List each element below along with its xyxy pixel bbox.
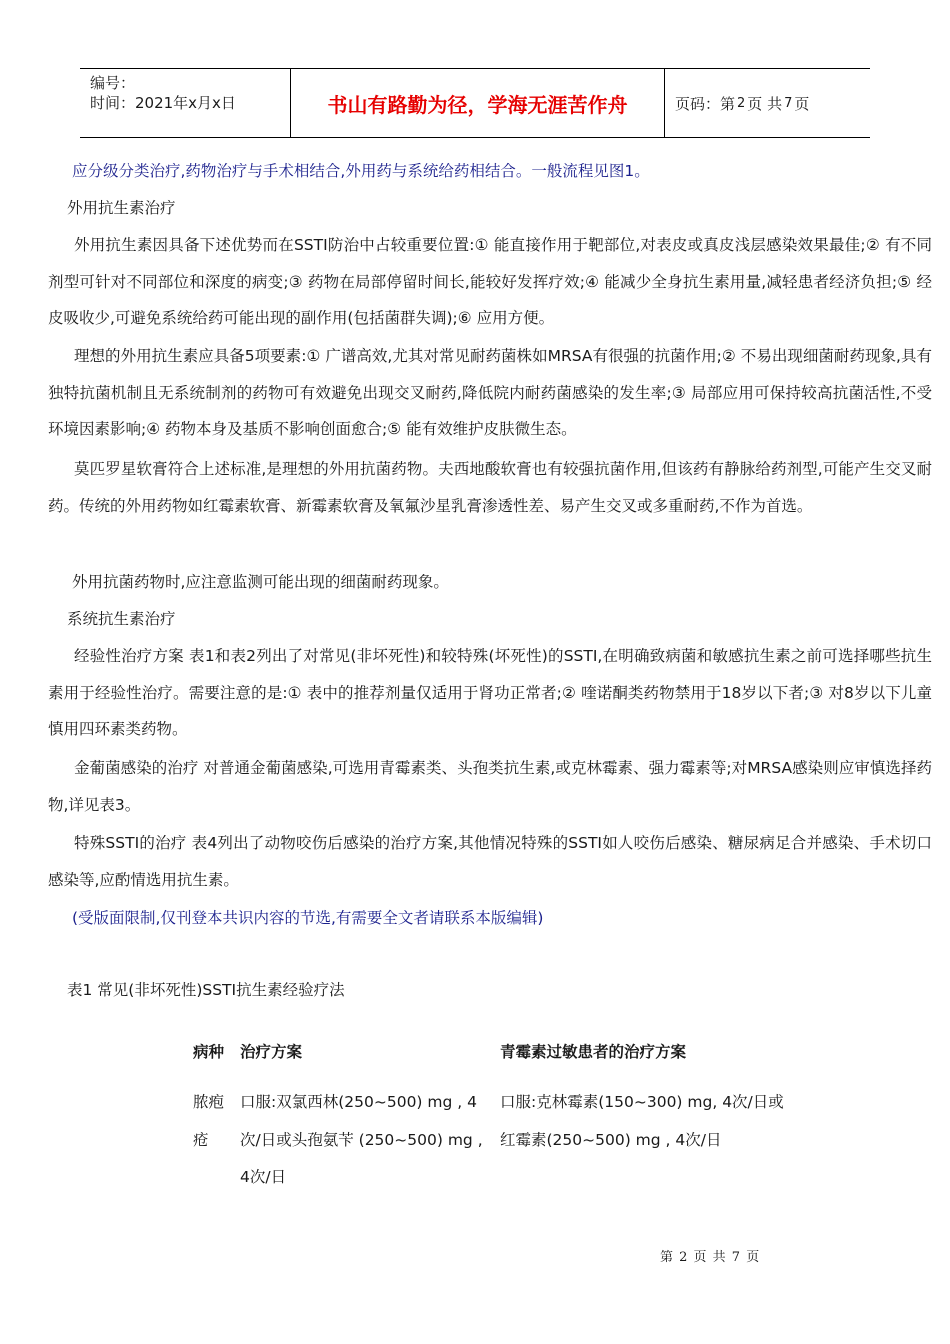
header-meta (80, 69, 291, 137)
paragraph-special-ssti: 特殊SSTI的治疗 表4列出了动物咬伤后感染的治疗方案,其他情况特殊的SSTI如人咬伤后感染、糖尿病足合并感染、手术切口感染等,应酌情选用抗生素。 (48, 834, 932, 889)
table-cell-disease: 脓疱疮 (193, 1093, 225, 1149)
header-page-info (665, 69, 870, 137)
paragraph-ideal-topical: 理想的外用抗生素应具备5项要素:① 广谱高效,尤其对常见耐药菌株如MRSA有很强的抗菌作用;② 不易出现细菌耐药现象,具有独特抗菌机制且无系统制剂的药物可有效避免出现交叉耐药,降低院内耐药菌感染的发生率;③ 局部应用可保持较高抗菌活性,不受环境因素影响;④ 药物本身及基质不影响创面愈合;⑤ 能有效维护皮肤微生态。 (48, 347, 932, 438)
heading-topical: 外用抗生素治疗 (67, 199, 176, 217)
paragraph-editor-note: (受版面限制,仅刊登本共识内容的节选,有需要全文者请联系本版编辑) (72, 909, 544, 927)
page-suffix: 页 (794, 94, 810, 113)
header-motto: 书山有路勤为径，学海无涯苦作舟 (291, 69, 665, 137)
paragraph-topical-advantages: 外用抗生素因具备下述优势而在SSTI防治中占较重要位置:① 能直接作用于靶部位,对表皮或真皮浅层感染效果最佳;② 有不同剂型可针对不同部位和深度的病变;③ 药物在局部停留时间长,能较好发挥疗效;④ 能减少全身抗生素用量,减轻患者经济负担;⑤ 经皮吸收少,可避免系统给药可能出现的副作用(包括菌群失调);⑥ 应用方便。 (48, 236, 932, 327)
paragraph-resistance-monitoring: 外用抗菌药物时,应注意监测可能出现的细菌耐药现象。 (72, 573, 449, 591)
table1-title: 表1 常见(非坏死性)SSTI抗生素经验疗法 (67, 981, 345, 999)
paragraph-intro: 应分级分类治疗,药物治疗与手术相结合,外用药与系统给药相结合。一般流程见图1。 (72, 162, 650, 180)
page-header (80, 68, 870, 138)
paragraph-mupirocin: 莫匹罗星软膏符合上述标准,是理想的外用抗菌药物。夫西地酸软膏也有较强抗菌作用,但该药有静脉给药剂型,可能产生交叉耐药。传统的外用药物如红霉素软膏、新霉素软膏及氧氟沙星乳膏渗透性差、易产生交叉或多重耐药,不作为首选。 (48, 460, 932, 515)
page-mid: 页 共 (747, 94, 783, 113)
page-total: 7 (784, 95, 793, 111)
table-header-disease: 病种 (193, 1043, 225, 1061)
page-prefix: 页码：第 (675, 94, 736, 113)
heading-systemic: 系统抗生素治疗 (67, 610, 176, 628)
number-label: 编号： (90, 74, 136, 92)
table-header-allergy: 青霉素过敏患者的治疗方案 (500, 1043, 687, 1061)
date-label: 时间：2021年x月x日 (90, 94, 236, 112)
paragraph-empirical: 经验性治疗方案 表1和表2列出了对常见(非坏死性)和较特殊(坏死性)的SSTI,在明确致病菌和敏感抗生素之前可选择哪些抗生素用于经验性治疗。需要注意的是:① 表中的推荐剂量仅适用于肾功正常者;② 喹诺酮类药物禁用于18岁以下者;③ 对8岁以下儿童慎用四环素类药物。 (48, 647, 932, 738)
paragraph-staph: 金葡菌感染的治疗 对普通金葡菌感染,可选用青霉素类、头孢类抗生素,或克林霉素、强力霉素等;对MRSA感染则应审慎选择药物,详见表3。 (48, 759, 932, 814)
table-header-treatment: 治疗方案 (240, 1043, 303, 1061)
page-number: 2 (737, 95, 746, 111)
table-cell-allergy: 口服:克林霉素(150~300) mg, 4次/日或红霉素(250~500) mg , 4次/日 (500, 1093, 784, 1149)
page-footer: 第 2 页 共 7 页 (660, 1250, 761, 1265)
table-cell-treatment: 口服:双氯西林(250~500) mg , 4次/日或头孢氨苄 (250~500) mg , 4次/日 (240, 1093, 483, 1186)
